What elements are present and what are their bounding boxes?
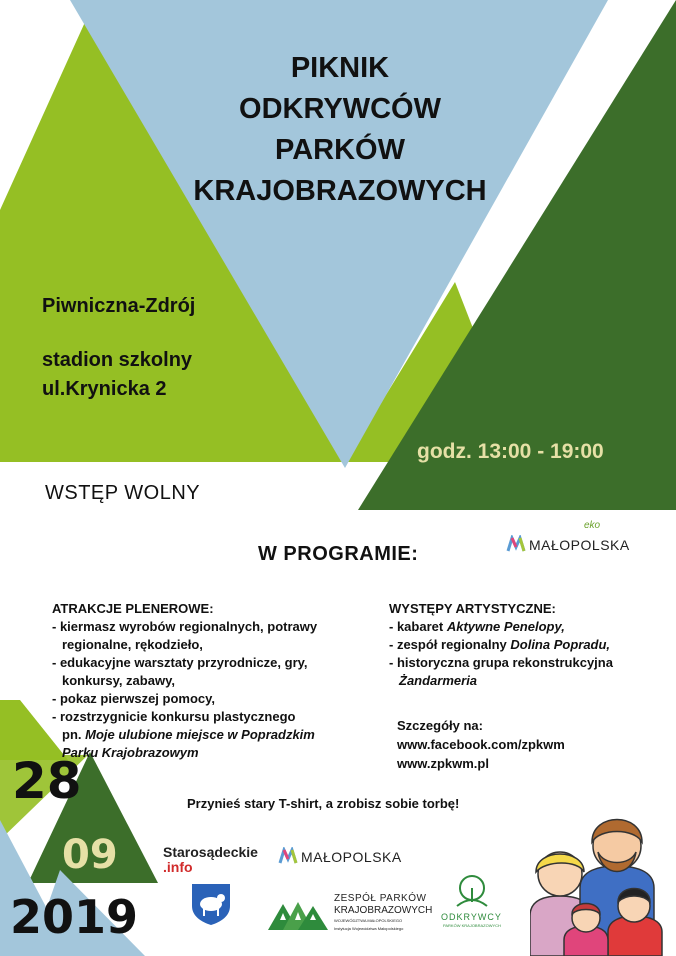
website-link[interactable]: www.zpkwm.pl <box>397 756 489 771</box>
title-line-1: PIKNIK <box>290 52 390 84</box>
performance-item-1 <box>389 618 613 636</box>
malopolska-label: MAŁOPOLSKA <box>301 849 402 865</box>
event-hours: godz. 13:00 - 19:00 <box>417 440 604 463</box>
details-block <box>397 716 565 773</box>
outdoor-item-4-cont2 <box>52 744 317 762</box>
title-line-2: ODKRYWCÓW <box>239 93 441 125</box>
odkrywcy-line1: ODKRYWCY <box>441 912 502 922</box>
zpk-mountains-icon <box>268 898 328 930</box>
performance-item-3-name: Żandarmeria <box>399 673 478 688</box>
eko-malopolska-label: MAŁOPOLSKA <box>529 537 630 553</box>
entry-info: WSTĘP WOLNY <box>45 482 201 504</box>
odkrywcy-tree-icon <box>453 874 491 910</box>
family-illustration <box>530 808 676 956</box>
starosadeckie-line2: .info <box>163 859 193 875</box>
odkrywcy-line2: PARKÓW KRAJOBRAZOWYCH <box>443 923 501 928</box>
malopolska-m-icon-2 <box>278 847 298 865</box>
performances <box>389 600 613 690</box>
performance-item-2-name: Dolina Popradu, <box>510 637 611 652</box>
details-label: Szczegóły na: <box>397 718 483 733</box>
performance-item-2 <box>389 636 613 654</box>
performance-item-3: - historyczna grupa rekonstrukcyjna <box>389 655 613 670</box>
outdoor-heading: ATRAKCJE PLENEROWE: <box>52 601 214 616</box>
zpk-line4: Instytucja Województwa Małopolskiego <box>334 926 404 931</box>
facebook-link[interactable]: www.facebook.com/zpkwm <box>397 737 565 752</box>
contest-pn: pn. <box>62 727 82 742</box>
zpk-line3: WOJEWÓDZTWA MAŁOPOLSKIEGO <box>334 918 403 923</box>
venue-place-line2: ul.Krynicka 2 <box>42 378 167 400</box>
poster-title <box>150 48 530 212</box>
performance-item-1-prefix: - kabaret <box>389 619 444 634</box>
outdoor-item-4: - rozstrzygnicie konkursu plastycznego <box>52 709 296 724</box>
outdoor-item-2-cont: konkursy, zabawy, <box>62 673 175 688</box>
starosadeckie-logo <box>163 845 258 875</box>
coat-of-arms-icon <box>189 882 233 926</box>
performance-item-1-name: Aktywne Penelopy, <box>446 619 565 634</box>
outdoor-item-4-cont <box>52 726 317 744</box>
program-title: W PROGRAMIE: <box>258 543 419 565</box>
tshirt-note: Przynieś stary T-shirt, a zrobisz sobie torbę! <box>187 796 460 811</box>
eko-malopolska-logo <box>506 520 636 556</box>
zpk-line2: KRAJOBRAZOWYCH <box>334 905 433 916</box>
performance-item-3-cont <box>389 672 613 690</box>
outdoor-item-1-cont: regionalne, rękodzieło, <box>62 637 203 652</box>
contest-name-1: Moje ulubione miejsce w Popradzkim <box>85 727 315 742</box>
outdoor-item-3: - pokaz pierwszej pomocy, <box>52 691 216 706</box>
date-month: 09 <box>62 832 118 878</box>
eko-label: eko <box>584 520 601 531</box>
outdoor-item-1: - kiermasz wyrobów regionalnych, potrawy <box>52 619 318 634</box>
starosadeckie-line1: Starosądeckie <box>163 844 258 860</box>
venue-place-line1: stadion szkolny <box>42 349 193 371</box>
malopolska-m-icon <box>506 535 526 553</box>
zpk-line1: ZESPÓŁ PARKÓW <box>334 893 427 904</box>
outdoor-attractions <box>52 600 317 762</box>
contest-name-2: Parku Krajobrazowym <box>62 745 199 760</box>
venue-town: Piwniczna-Zdrój <box>42 295 196 317</box>
odkrywcy-logo <box>437 874 507 934</box>
outdoor-item-2: - edukacyjne warsztaty przyrodnicze, gry, <box>52 655 308 670</box>
date-year: 2019 <box>10 890 139 944</box>
title-line-4: KRAJOBRAZOWYCH <box>193 175 487 207</box>
title-line-3: PARKÓW <box>275 134 405 166</box>
performance-item-2-prefix: - zespół regionalny <box>389 637 507 652</box>
date-day: 28 <box>12 752 82 810</box>
performances-heading: WYSTĘPY ARTYSTYCZNE: <box>389 601 556 616</box>
